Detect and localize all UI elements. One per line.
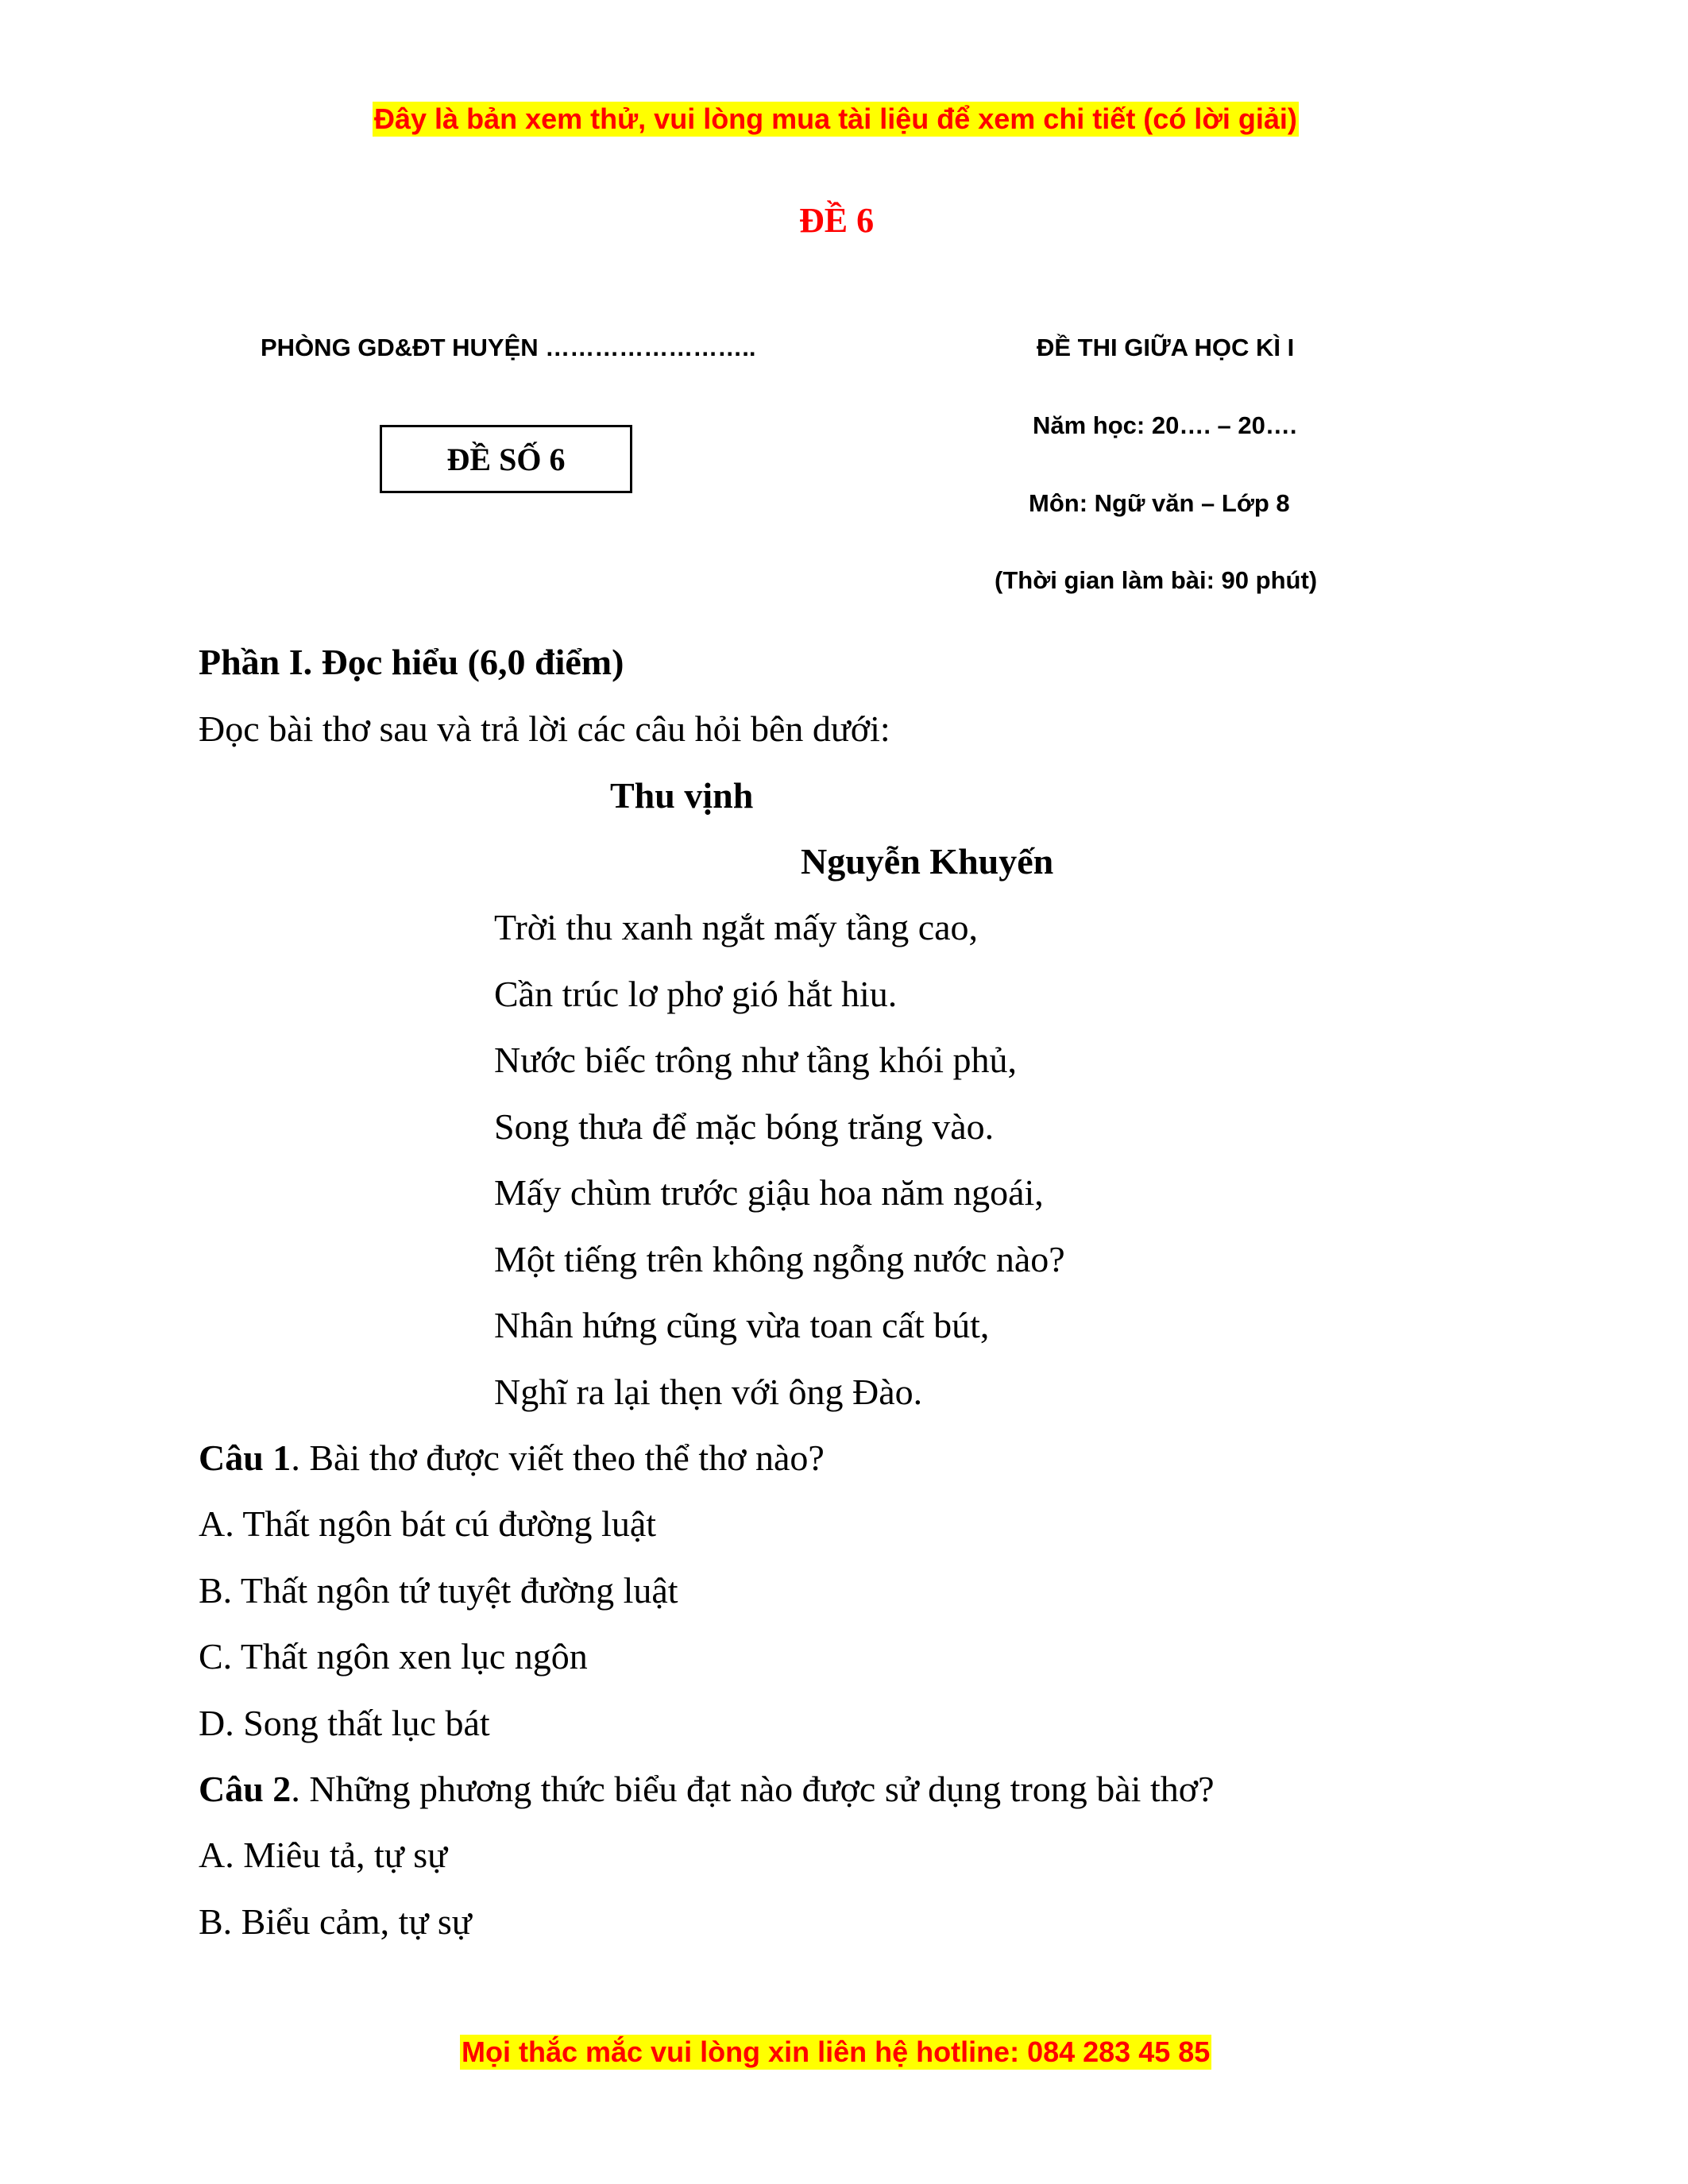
exam-number-box	[380, 425, 632, 493]
question-2-label: Câu 2	[199, 1769, 292, 1809]
preview-notice: Đây là bản xem thử, vui lòng mua tài liệu để xem chi tiết (có lời giải)	[374, 102, 1297, 135]
exam-number-label: ĐỀ SỐ 6	[446, 441, 566, 477]
poem-line: Song thưa để mặc bóng trăng vào.	[494, 1106, 995, 1147]
department-label: PHÒNG GD&ĐT HUYỆN ……………………..	[261, 334, 756, 361]
poem-line: Một tiếng trên không ngỗng nước nào?	[494, 1239, 1065, 1279]
part1-heading: Phần I. Đọc hiểu (6,0 điểm)	[199, 642, 624, 682]
poem-line: Nước biếc trông như tầng khói phủ,	[494, 1040, 1018, 1080]
question-2	[199, 1765, 1215, 1813]
subject-line: Môn: Ngữ văn – Lớp 8	[1029, 489, 1290, 517]
question-1-label: Câu 1	[199, 1437, 292, 1478]
poem-line: Nhân hứng cũng vừa toan cất bút,	[494, 1305, 990, 1345]
part1-instruction: Đọc bài thơ sau và trả lời các câu hỏi bên dưới:	[199, 708, 890, 749]
question-2-text: . Những phương thức biểu đạt nào được sử dụng trong bài thơ?	[291, 1769, 1215, 1809]
question-2-option-b: B. Biểu cảm, tự sự	[199, 1901, 472, 1942]
poem-line: Trời thu xanh ngắt mấy tầng cao,	[494, 907, 979, 947]
poem-line: Nghĩ ra lại thẹn với ông Đào.	[494, 1372, 923, 1412]
question-1-text: . Bài thơ được viết theo thể thơ nào?	[291, 1437, 825, 1478]
poem-line: Cần trúc lơ phơ gió hắt hiu.	[494, 974, 898, 1014]
question-1-option-d: D. Song thất lục bát	[199, 1703, 490, 1743]
exam-title: ĐỀ THI GIỮA HỌC KÌ I	[1037, 334, 1295, 361]
question-1-option-b: B. Thất ngôn tứ tuyệt đường luật	[199, 1570, 678, 1611]
document-title: ĐỀ 6	[799, 201, 875, 240]
hotline-notice: Mọi thắc mắc vui lòng xin liên hệ hotline: 084 283 45 85	[462, 2035, 1211, 2068]
poem-author: Nguyễn Khuyến	[801, 841, 1054, 882]
poem-title: Thu vịnh	[610, 775, 754, 816]
duration-line: (Thời gian làm bài: 90 phút)	[995, 566, 1318, 594]
school-year: Năm học: 20…. – 20….	[1033, 411, 1297, 439]
poem-line: Mấy chùm trước giậu hoa năm ngoái,	[494, 1172, 1044, 1213]
question-1-option-a: A. Thất ngôn bát cú đường luật	[199, 1503, 657, 1544]
question-1-option-c: C. Thất ngôn xen lục ngôn	[199, 1636, 588, 1677]
question-1	[199, 1434, 825, 1482]
question-2-option-a: A. Miêu tả, tự sự	[199, 1835, 448, 1875]
